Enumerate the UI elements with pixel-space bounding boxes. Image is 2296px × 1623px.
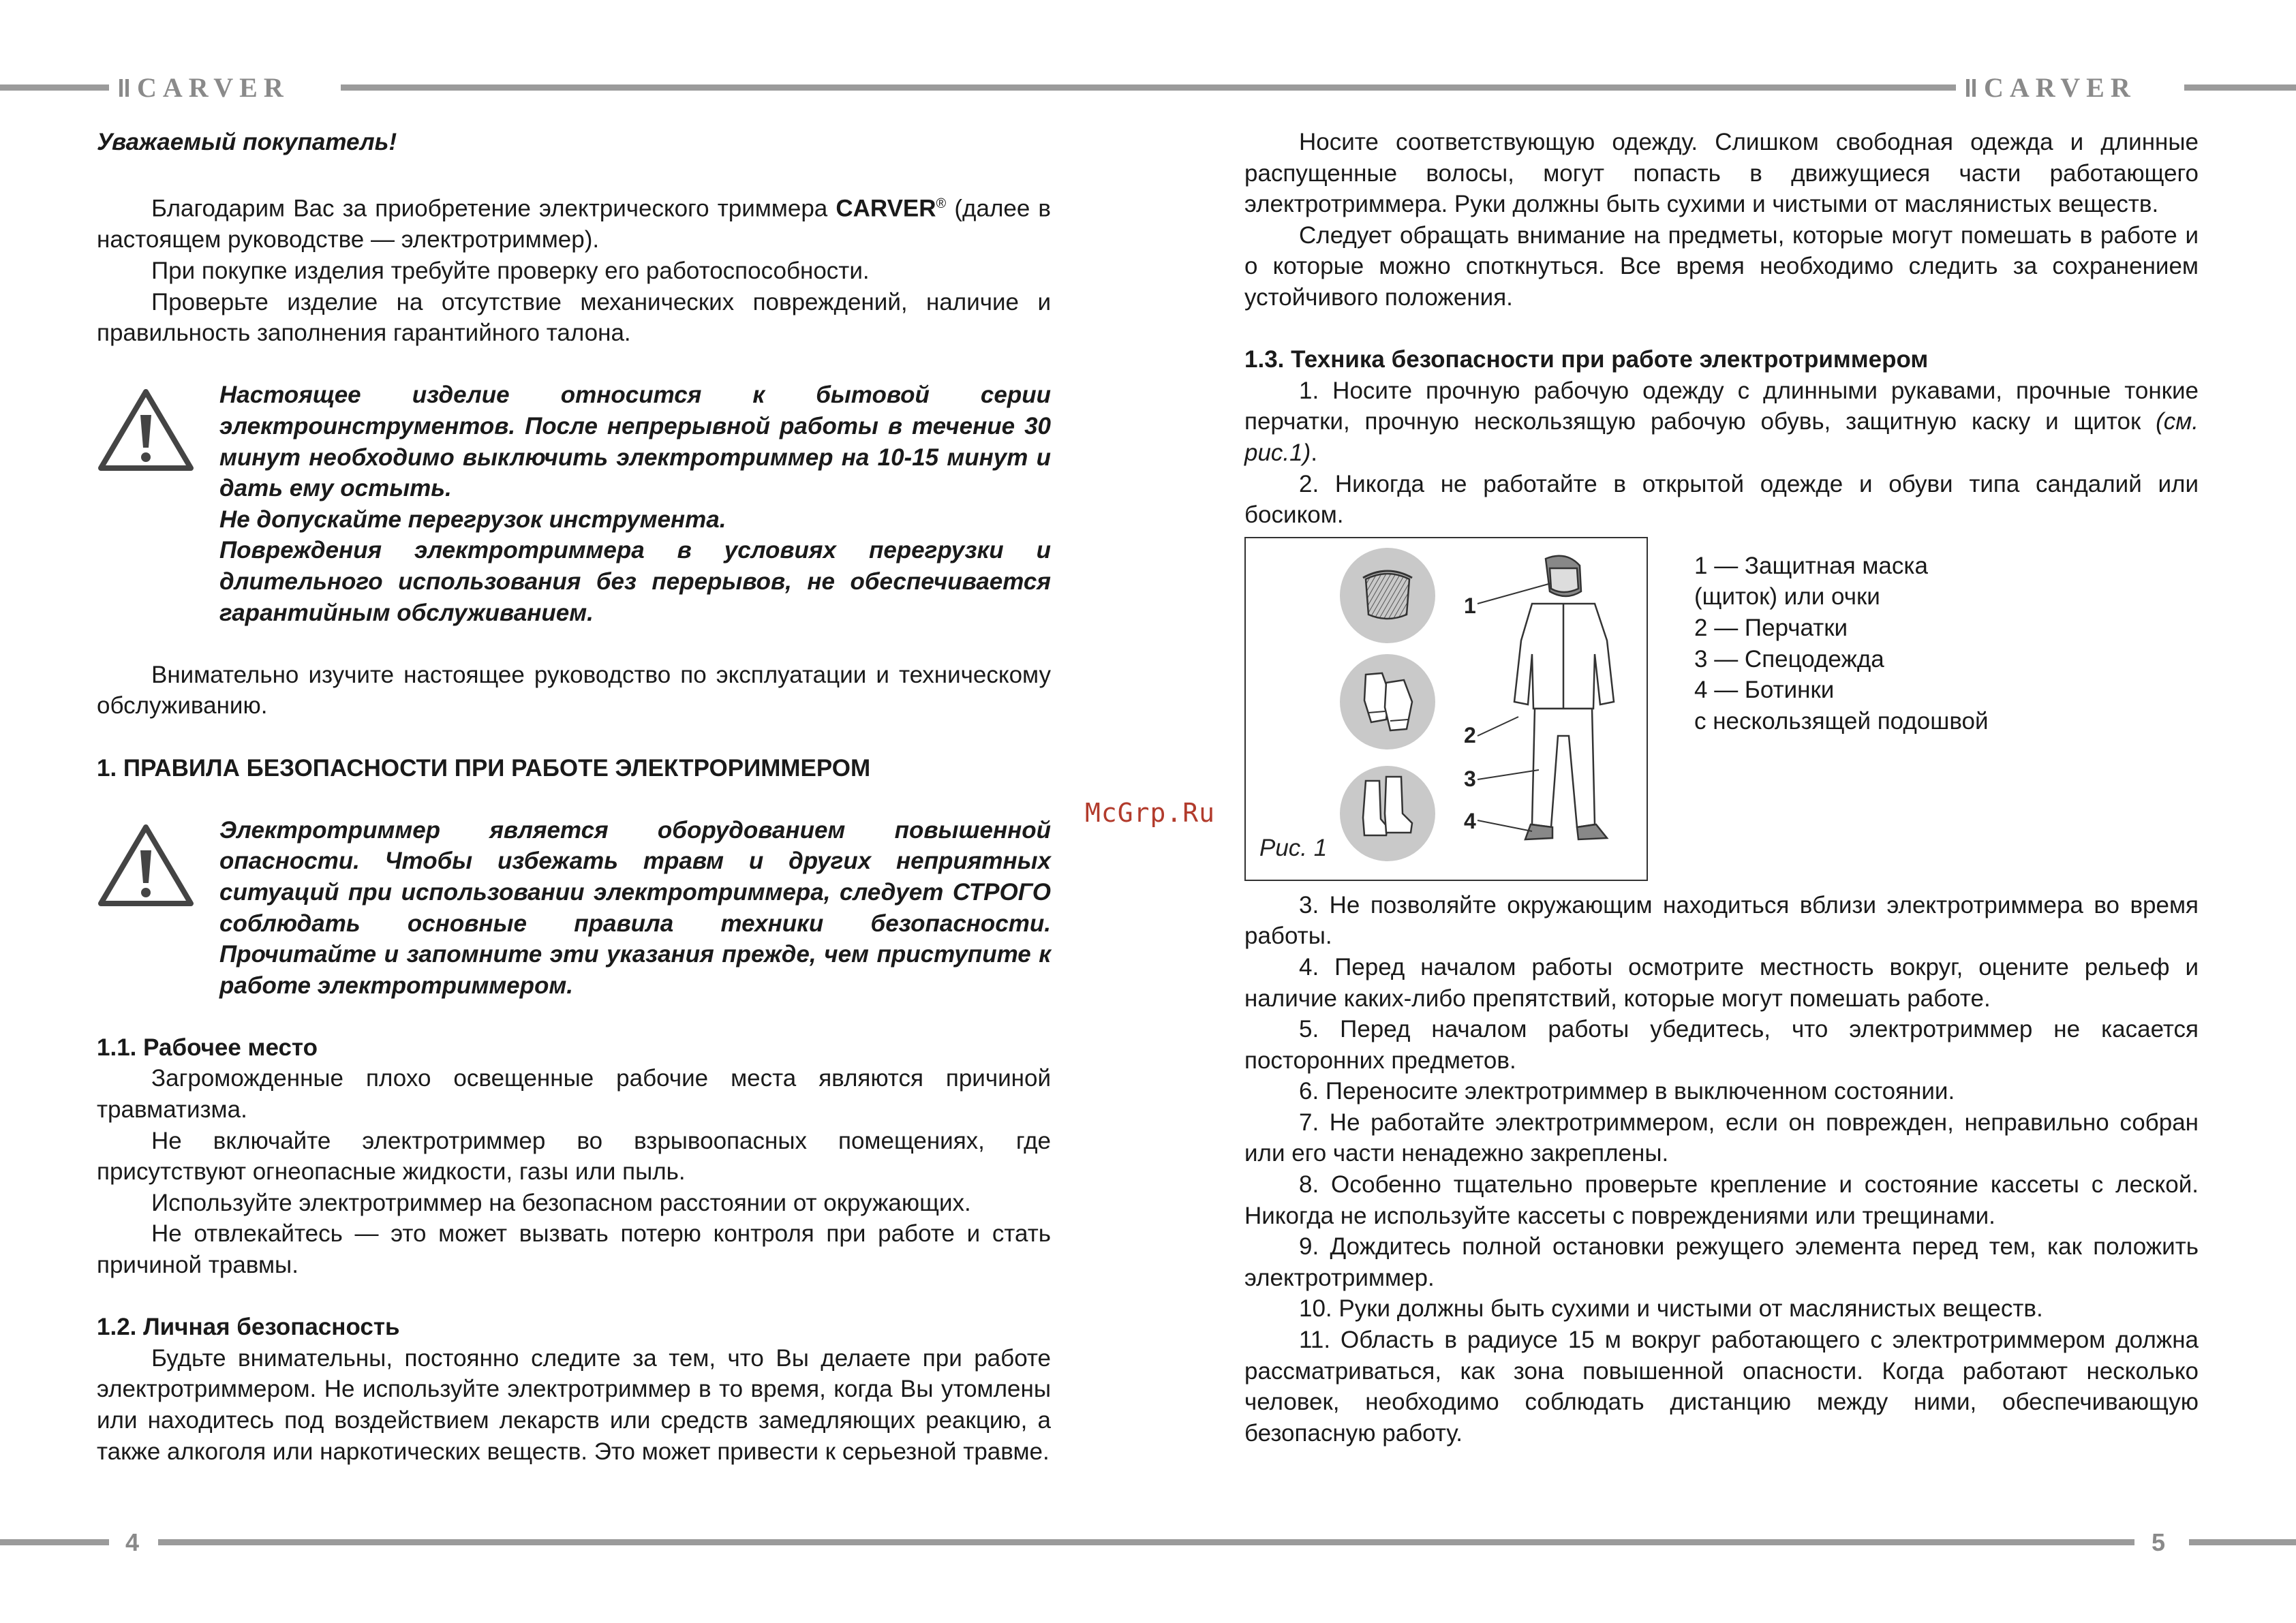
brand-logo-right <box>1966 74 2137 102</box>
legend-line: 1 — Защитная маска <box>1694 552 1928 579</box>
header-rule-left-a <box>0 84 109 91</box>
intro-check-paragraph: При покупке изделия требуйте проверку его работоспособности. <box>151 258 870 285</box>
rule-1-text: 1. Носите прочную рабочую одежду с длинными рукавами, прочные тонкие перчатки, прочную нескользящую рабочую обувь, защитную каску и щиток <box>1244 377 2199 435</box>
left-column <box>97 127 1051 1467</box>
intro-text-a: Благодарим Вас за приобретение электрического триммера <box>151 195 836 222</box>
boots-icon <box>1340 766 1435 861</box>
footer-rule-left <box>0 1539 109 1545</box>
section-1-1-title: 1.1. Рабочее место <box>97 1034 318 1061</box>
face-shield-icon <box>1340 548 1435 643</box>
callout-3: 3 <box>1464 766 1476 791</box>
warning-triangle-icon <box>97 822 195 909</box>
legend-line: 3 — Спецодежда <box>1694 645 1884 673</box>
greeting-heading: Уважаемый покупатель! <box>97 129 397 155</box>
rule-1-end: . <box>1311 439 1318 466</box>
brand-name: CARVER <box>137 72 290 103</box>
section-1-3-title: 1.3. Техника безопасности при работе электротриммером <box>1244 346 1929 373</box>
obstacles-paragraph: Следует обращать внимание на предметы, которые могут помешать в работе и о которые можно споткнуться. Все время необходимо следить за сохранением устойчивого положения. <box>1244 221 2199 311</box>
legend-line: 4 — Ботинки <box>1694 677 1835 704</box>
warning-1-text: Настоящее изделие относится к бытовой серии электроинструментов. После непрерывной работы в течение 30 минут необходимо выключить электротриммер на 10-15 минут и дать ему остыть. <box>219 382 1051 502</box>
rule-item-7: 7. Не работайте электротриммером, если он поврежден, неправильно собран или его части ненадежно закреплены. <box>1244 1109 2199 1167</box>
brand-logo-left <box>119 74 290 102</box>
callout-2: 2 <box>1464 722 1476 747</box>
intro-inspect-paragraph: Проверьте изделие на отсутствие механических повреждений, наличие и правильность заполнения гарантийного талона. <box>97 288 1051 347</box>
intro-paragraph <box>97 189 1051 256</box>
rule-item-6: 6. Переносите электротриммер в выключенном состоянии. <box>1299 1078 1955 1105</box>
warning-1-warranty: Повреждения электротриммера в условиях перегрузки и длительного использования без перерывов, не обеспечивается гарантийным обслуживанием. <box>219 537 1051 626</box>
footer-rule-middle <box>158 1539 2134 1545</box>
warning-triangle-icon <box>97 386 195 474</box>
rule-item-11: 11. Область в радиусе 15 м вокруг работающего с электротриммером должна рассматриваться, как зона повышенной опасности. Когда работают несколько человек, необходимо соблюдать дистанцию между ними, обеспечивающую безопасную работу. <box>1244 1327 2199 1447</box>
figure-legend <box>1694 551 1989 737</box>
header-rule-right <box>2184 84 2296 91</box>
warning-block-1 <box>97 380 1051 628</box>
figure-1 <box>1244 537 1648 881</box>
footer-rule-right <box>2189 1539 2296 1545</box>
warning-2-text: Электротриммер является оборудованием повышенной опасности. Чтобы избежать травм и других неприятных ситуаций при использовании электротриммера, следует СТРОГО соблюдать основные правила техники безопасности. Прочитайте и запомните эти указания прежде, чем приступите к работе электротриммером. <box>219 816 1051 999</box>
rule-item-2: 2. Никогда не работайте в открытой одежде и обуви типа сандалий или босиком. <box>1244 470 2199 529</box>
brand-name: CARVER <box>1984 72 2137 103</box>
rule-item-10: 10. Руки должны быть сухими и чистыми от маслянистых веществ. <box>1299 1295 2043 1323</box>
rule-item-4: 4. Перед началом работы осмотрите местность вокруг, оцените рельеф и наличие каких-либо препятствий, которые могут помешать работе. <box>1244 953 2199 1012</box>
logo-mark-icon <box>1966 79 1976 97</box>
figure-caption: Рис. 1 <box>1259 834 1328 861</box>
workplace-p2: Не включайте электротриммер во взрывоопасных помещениях, где присутствуют огнеопасные жидкости, газы или пыль. <box>97 1127 1051 1186</box>
clothing-paragraph: Носите соответствующую одежду. Слишком свободная одежда и длинные распущенные волосы, могут попасть в движущиеся части работающего электротриммера. Руки должны быть сухими и чистыми от маслянистых веществ. <box>1244 129 2199 218</box>
warning-block-2 <box>97 815 1051 1002</box>
page-number-right: 5 <box>2152 1528 2166 1556</box>
section-1-title: 1. ПРАВИЛА БЕЗОПАСНОСТИ ПРИ РАБОТЕ ЭЛЕКТРОРИММЕРОМ <box>97 754 871 782</box>
rule-item-3: 3. Не позволяйте окружающим находиться вблизи электротриммера во время работы. <box>1244 891 2199 950</box>
section-1-2-title: 1.2. Личная безопасность <box>97 1314 400 1341</box>
brand-inline: CARVER <box>836 195 936 222</box>
registered-mark: ® <box>936 196 947 212</box>
workplace-p1: Загроможденные плохо освещенные рабочие места являются причиной травматизма. <box>97 1065 1051 1124</box>
legend-line: с нескользящей подошвой <box>1694 707 1989 735</box>
callout-1: 1 <box>1464 593 1476 618</box>
study-manual-paragraph: Внимательно изучите настоящее руководство по эксплуатации и техническому обслуживанию. <box>97 661 1051 720</box>
intro-text-b: (далее в настоящем руководстве — электротриммер). <box>97 195 1051 253</box>
warning-1-overload: Не допускайте перегрузок инструмента. <box>219 506 726 533</box>
workplace-p3: Используйте электротриммер на безопасном расстоянии от окружающих. <box>151 1189 971 1216</box>
workplace-p4: Не отвлекайтесь — это может вызвать потерю контроля при работе и стать причиной травмы. <box>97 1220 1051 1279</box>
legend-line: (щиток) или очки <box>1694 583 1880 610</box>
rule-item-8: 8. Особенно тщательно проверьте крепление и состояние кассеты с леской. Никогда не используйте кассеты с повреждениями или трещинами. <box>1244 1171 2199 1229</box>
rule-item-9: 9. Дождитесь полной остановки режущего элемента перед тем, как положить электротриммер. <box>1244 1233 2199 1291</box>
personal-safety-p1: Будьте внимательны, постоянно следите за тем, что Вы делаете при работе электротриммером. Не используйте электротриммер в то время, когда Вы утомлены или находитесь под воздействием лекарств или средств замедляющих реакцию, а также алкоголя или наркотических веществ. Это может привести к серьезной травме. <box>97 1344 1051 1465</box>
workwear-figure <box>1514 555 1614 839</box>
figure-reference: (см. рис.1) <box>1244 408 2199 466</box>
page-number-left: 4 <box>125 1528 140 1556</box>
right-column <box>1244 127 2199 1449</box>
logo-mark-icon <box>119 79 129 97</box>
watermark: McGrp.Ru <box>1085 798 1216 828</box>
gloves-icon <box>1340 654 1435 749</box>
rule-item-5: 5. Перед началом работы убедитесь, что электротриммер не касается посторонних предметов. <box>1244 1016 2199 1074</box>
figure-illustration <box>1246 538 1647 880</box>
callout-4: 4 <box>1464 808 1476 833</box>
header-rule-left-b <box>341 84 1956 91</box>
rule-item-1 <box>1244 375 2199 469</box>
figure-row <box>1244 537 2199 881</box>
legend-line: 2 — Перчатки <box>1694 614 1848 641</box>
